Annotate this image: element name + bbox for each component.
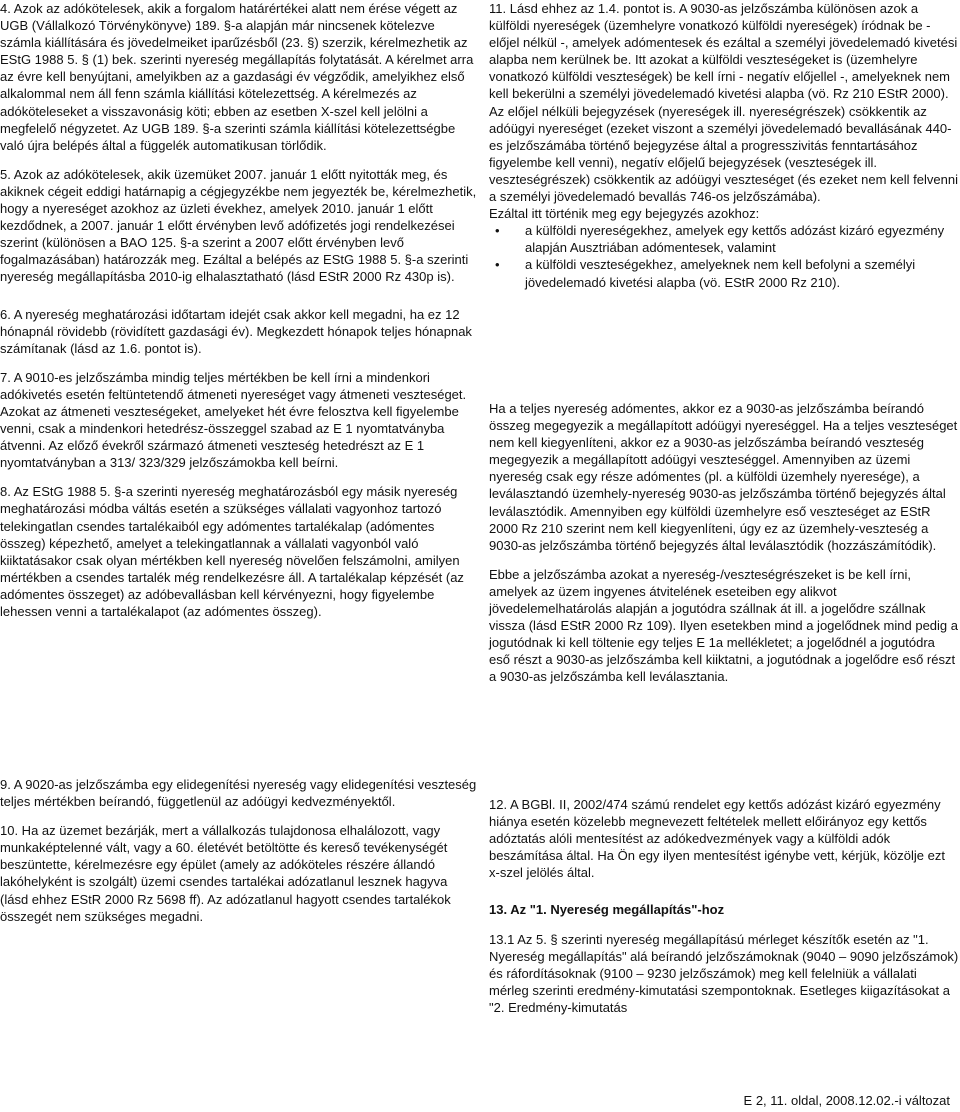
item-7: 7. A 9010-es jelzőszámba mindig teljes mértékben be kell írni a mindenkori adókivetés esetén feltüntetendő átmeneti nyereséget vagy átmeneti veszteséget. Azokat az átmeneti veszteségeket, amelyeket hét évre felosztva kell figyelembe venni, csak a mindenkori hetedrész-összeggel szabad az E 1 nyomtatványba átvenni. Az előző évekről származó átmeneti veszteség hetedrészt az E 1 nyomtatványban a 313/ 323/329 jelzőszámokba kell beírni. xyxy=(0,369,467,471)
right-column-bottom xyxy=(489,796,959,1016)
left-column-top xyxy=(0,0,478,620)
page-footer: E 2, 11. oldal, 2008.12.02.-i változat xyxy=(743,1093,950,1108)
item-10: 10. Ha az üzemet bezárják, mert a vállalkozás tulajdonosa elhalálozott, vagy munkaképtelenné vált, vagy a 60. életévét betöltötte és kereső tevékenységét beszüntette, kérelmezésre egy épület (amely az adóköteles részére állandó lakóhelyként is szolgált) üzemi csendes tartalékai adózatlanul lesznek hagyva (lásd ehhez EStR 2000 Rz 5698 ff). Az adózatlanul hagyott csendes tartalékok összegét nem szükséges megadni. xyxy=(0,823,451,924)
item-12: 12. A BGBl. II, 2002/474 számú rendelet egy kettős adózást kizáró egyezmény hiánya esetén közelebb megnevezett feltételek mellett előirányoz egy kettős adóztatás alóli mentesítést az adókedvezmények vagy a külföldi adók beszámítása által. Ha Ön egy ilyen mentesítést igénybe vett, kérjük, közölje ezt x-szel jelölés által. xyxy=(489,797,945,881)
item-5: 5. Azok az adókötelesek, akik üzemüket 2007. január 1 előtt nyitották meg, és akiknek cégeit eddigi határnapig a cégjegyzékbe nem jegyezték be, kérelmezhetik, hogy a nyereséget azokhoz az üzleti évekhez, amelyek 2010. január 1 előtt kezdődnek, a 2007. január 1 előtt érvényben levő adófizetés jogi rendelkezései szerint (különösen a BAO 125. §-a szerint a 2007 előtt érvényben levő fogalmazásában) határozzák meg. Ezáltal a belépés az EStG 1988 5. §-a szerinti nyereség megállapításba 2010-ig elhalasztatható (lásd EStR 2000 Rz 430p is). xyxy=(0,166,477,285)
bullet-text: a külföldi veszteségekhez, amelyeknek nem kell befolyni a személyi jövedelemadó kivetési alapba (vö. EStR 2000 Rz 210). xyxy=(525,257,916,290)
item-13-heading: 13. Az "1. Nyereség megállapítás"-hoz xyxy=(489,902,725,918)
bullet-icon: • xyxy=(495,223,500,239)
item-11-entries: Az előjel nélküli bejegyzések (nyereségek ill. nyereségrészek) csökkentik az adóügyi nyereséget (ezeket viszont a személyi jövedelemadó bevallásának 440-es jelzőszámába történő bejegyzése által a progresszivitás fenntartásához figyelembe kell venni), negatív előjelű bejegyzések (veszteségek ill. veszteségrészek) csökkentik az adóügyi veszteséget (és ezeket nem kell felvenni a személyi jövedelemadó bevallás 746-os jelzőszámába). xyxy=(489,103,958,205)
bullet-icon: • xyxy=(495,257,500,273)
item-11-totals: Ha a teljes nyereség adómentes, akkor ez a 9030-as jelzőszámba beírandó összeg megegyezik a megállapított adóügyi nyereséggel. Ha a teljes veszteséget nem kell kiegyenlíteni, akkor ez a 9030-as jelzőszámba beírandó veszteség megegyezik a megállapított adóügyi veszteséggel. Amennyiben az üzemi nyereség csak egy része adómentes (pl. a külföldi üzemhely nyeresége), a leválasztandó üzemhely-nyereség 9030-as jelzőszámba történő bejegyzés által leválasztódik. Amennyiben egy külföldi üzemhelyre eső veszteséget az EStR 2000 Rz 210 szerint nem kell kiegyenlíteni, úgy ez az üzemhely-veszteség a 9030-as jelzőszámba történő bejegyzés által leválasztódik (hozzászámítódik). xyxy=(489,401,958,553)
bullet-text: a külföldi nyereségekhez, amelyek egy kettős adózást kizáró egyezmény alapján Ausztriában adómentesek, valamint xyxy=(525,223,945,256)
item-6: 6. A nyereség meghatározási időtartam idejét csak akkor kell megadni, ha ez 12 hónapnál rövidebb (rövidített gazdasági év). Megkezdett hónapok teljes hónapnak számítanak (lásd az 1.6. pontot is). xyxy=(0,306,472,356)
item-9: 9. A 9020-as jelzőszámba egy elidegenítési nyereség vagy elidegenítési veszteség teljes mértékben beírandó, függetlenül az adóügyi kedvezményektől. xyxy=(0,777,477,810)
right-column-middle xyxy=(489,400,959,686)
item-11-intro: 11. Lásd ehhez az 1.4. pontot is. A 9030-as jelzőszámba különösen azok a külföldi nyereségek (üzemhelyre vonatkozó külföldi nyereségek) íródnak be - előjel nélkül -, amelyek adómentesek és ezáltal a személyi jövedelemadó kivetési alapba nem kerülnek be. Itt azokat a külföldi veszteségeket is (üzemhelyre vonatkozó külföldi veszteségek) be kell írni - negatív előjellel -, amelyeknek nem kell bekerülni a személyi jövedelemadó kivetési alapba (vö. Rz 210 EStR 2000). xyxy=(489,1,958,102)
bullet-item xyxy=(489,256,959,290)
item-13-1: 13.1 Az 5. § szerinti nyereség megállapítású mérleget készítők esetén az "1. Nyereség megállapítás" alá beírandó jelzőszámoknak (9040 – 9090 jelzőszámok) és ráfordításoknak (9100 – 9230 jelzőszámok) meg kell felelniük a vállalati mérleg szerinti eredmény-kimutatási szempontoknak. Esetleges kiigazításokat a "2. Eredmény-kimutatás xyxy=(489,931,959,1015)
item-4: 4. Azok az adókötelesek, akik a forgalom határértékei alatt nem érése végett az UGB (Vállalkozó Törvénykönyve) 189. §-a alapján már nincsenek kötelezve számla kiállítására és jövedelmeiket iparűzésből (23. §) szerzik, kérelmezhetik az EStG 1988 5. § (1) bek. szerinti nyereség megállapítás folytatását. A kérelmet arra az évre kell benyújtani, amelyikben az a gazdasági év végződik, amelyikhez első alkalommal nem áll fenn számla kiállítási kötelezettség. A kérelmezés az adóköteleseket a visszavonásig köti; ebben az esetben X-szel kell jelölni a megfelelő négyzetet. Az UGB 189. §-a szerinti számla kiállítási kötelezettségbe való újra belépés által a függelék automatikusan törlődik. xyxy=(0,1,474,153)
right-column-top xyxy=(489,0,959,291)
bullet-item xyxy=(489,222,959,256)
item-11-transfer: Ebbe a jelzőszámba azokat a nyereség-/veszteségrészeket is be kell írni, amelyek az üzem ingyenes átvitelének eseteiben egy alikvot jövedelemelhatárolás alapján a jogutódra szállnak át ill. a jogelődre szállnak vissza (lásd EStR 2000 Rz 109). Ilyen esetekben mind a jogelődnek mind pedig a jogutódnak ki kell töltenie egy teljes E 1a mellékletet; a jogelődnél a jogutódra eső részt a 9030-as jelzőszámba kell kiiktatni, a jogutódnak a jogelődre eső részt a 9030-as jelzőszámba kell leválasztania. xyxy=(489,566,958,685)
item-11-bullet-list xyxy=(489,222,959,290)
item-11-lead: Ezáltal itt történik meg egy bejegyzés azokhoz: xyxy=(489,206,760,222)
left-column-bottom xyxy=(0,776,478,925)
item-8: 8. Az EStG 1988 5. §-a szerinti nyereség meghatározásból egy másik nyereség meghatározási módba váltás esetén a szükséges vállalati vagyonhoz tartozó telekingatlan csendes tartalékaiból egy adómentes tartalékalap (adómentes összeg) képezhető, amelyet a telekingatlannak a vállalati vagyonból való kiiktatásakor csak olyan mértékben kell nyereség növelően felszámolni, amilyen mértékben a csendes tartalék még rendelkezésre áll. A tartalékalap képzését (az adómentes összeget) az adóbevallásban kell kérvényezni, hogy figyelembe lehessen venni a tartalékalapot (az adómentes összeg). xyxy=(0,484,464,619)
